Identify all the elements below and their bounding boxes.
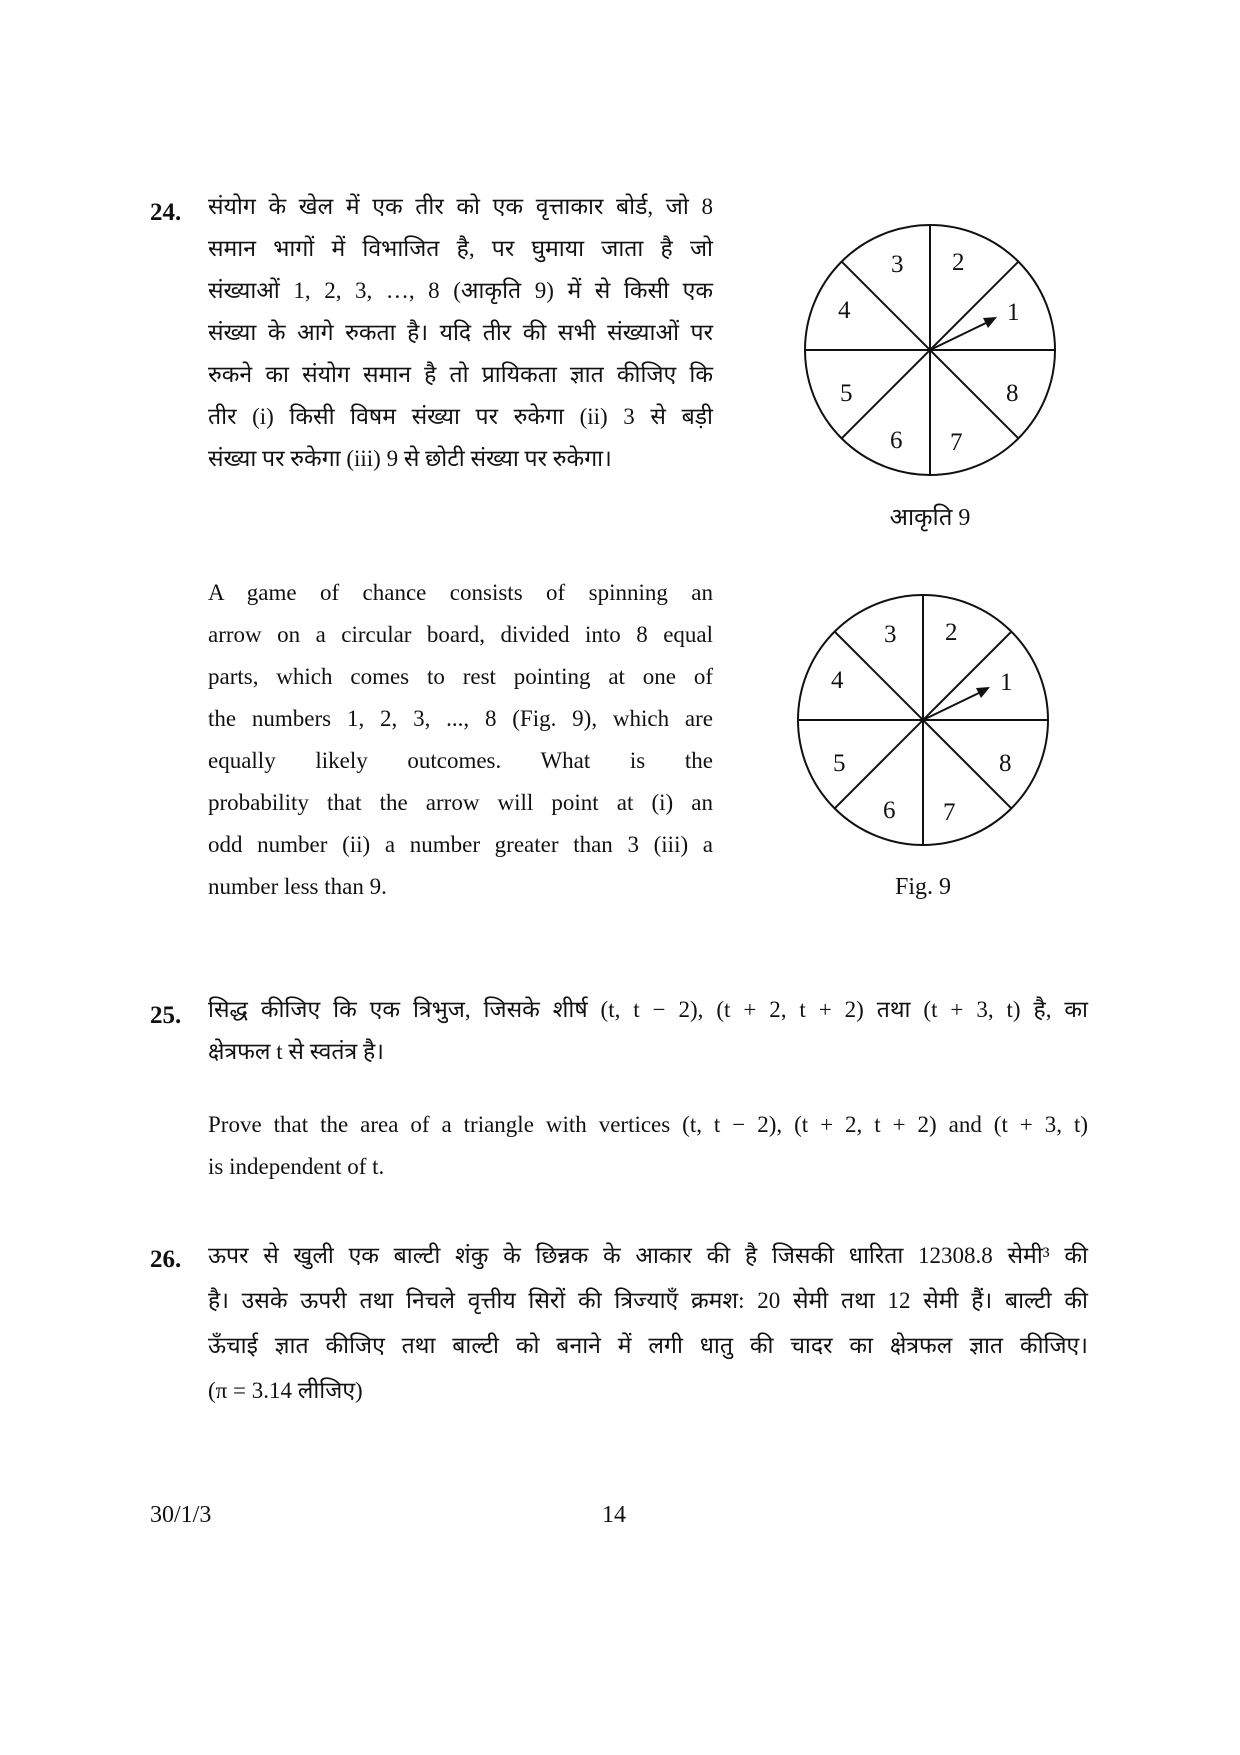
q24-hindi-line: संख्याओं 1, 2, 3, …, 8 (आकृति 9) में से किसी एक xyxy=(208,278,713,303)
sector-label-3: 3 xyxy=(884,621,897,648)
sector-label-6: 6 xyxy=(890,427,903,454)
q24-english-line: number less than 9. xyxy=(208,874,387,899)
english-figure-caption: Fig. 9 xyxy=(894,874,951,900)
hindi-figure-caption: आकृति 9 xyxy=(889,505,971,531)
q25-hindi-line: क्षेत्रफल t से स्वतंत्र है। xyxy=(208,1039,384,1064)
sector-label-6: 6 xyxy=(883,797,896,824)
question-24-english-text xyxy=(208,572,713,908)
question-26-number: 26. xyxy=(150,1246,182,1273)
english-spinner-figure xyxy=(793,590,1053,855)
sector-label-7: 7 xyxy=(950,429,963,456)
question-25-hindi-text xyxy=(208,989,1088,1073)
q24-english-line: arrow on a circular board, divided into 8 equal xyxy=(208,622,713,647)
sector-label-8: 8 xyxy=(999,750,1012,777)
sector-label-3: 3 xyxy=(891,251,904,278)
q24-hindi-line: समान भागों में विभाजित है, पर घुमाया जाता है जो xyxy=(208,236,713,261)
paper-code: 30/1/3 xyxy=(150,1502,212,1528)
q26-hindi-line: है। उसके ऊपरी तथा निचले वृत्तीय सिरों की त्रिज्याएँ क्रमश: 20 सेमी तथा 12 सेमी हैं। बाल्टी की xyxy=(208,1288,1088,1313)
sector-label-4: 4 xyxy=(838,297,851,324)
sector-label-5: 5 xyxy=(840,380,853,407)
q26-hindi-line: ऊपर से खुली एक बाल्टी शंकु के छिन्नक के आकार की है जिसकी धारिता 12308.8 सेमी³ की xyxy=(208,1243,1088,1268)
sector-label-2: 2 xyxy=(945,619,958,646)
sector-label-5: 5 xyxy=(833,750,846,777)
hindi-spinner-figure xyxy=(800,220,1060,485)
q25-english-line: is independent of t. xyxy=(208,1154,385,1179)
q24-english-line: A game of chance consists of spinning an xyxy=(208,580,713,605)
q24-english-line: parts, which comes to rest pointing at one of xyxy=(208,664,713,689)
sector-label-7: 7 xyxy=(943,799,956,826)
question-24-number: 24. xyxy=(150,199,182,226)
q26-hindi-line: (π = 3.14 लीजिए) xyxy=(208,1378,363,1403)
question-24-hindi-text xyxy=(208,186,713,480)
spinner-wheel-english xyxy=(793,590,1053,850)
q26-hindi-line: ऊँचाई ज्ञात कीजिए तथा बाल्टी को बनाने में लगी धातु की चादर का क्षेत्रफल ज्ञात कीजिए। xyxy=(208,1333,1088,1358)
q24-english-line: the numbers 1, 2, 3, ..., 8 (Fig. 9), which are xyxy=(208,706,713,731)
q24-hindi-line: संख्या के आगे रुकता है। यदि तीर की सभी संख्याओं पर xyxy=(208,320,713,345)
q24-hindi-line: संयोग के खेल में एक तीर को एक वृत्ताकार बोर्ड, जो 8 xyxy=(208,194,713,219)
sector-label-4: 4 xyxy=(831,667,844,694)
q24-hindi-line: तीर (i) किसी विषम संख्या पर रुकेगा (ii) 3 से बड़ी xyxy=(208,404,713,429)
q25-english-line: Prove that the area of a triangle with vertices (t, t − 2), (t + 2, t + 2) and (t + 3, t) xyxy=(208,1112,1088,1137)
sector-label-1: 1 xyxy=(1007,299,1020,326)
sector-label-8: 8 xyxy=(1006,380,1019,407)
question-25-number: 25. xyxy=(150,1002,182,1029)
question-25-english-text xyxy=(208,1104,1088,1188)
spinner-wheel-hindi xyxy=(800,220,1060,480)
page-number: 14 xyxy=(602,1502,626,1528)
q24-hindi-line: रुकने का संयोग समान है तो प्रायिकता ज्ञात कीजिए कि xyxy=(208,362,713,387)
q24-hindi-line: संख्या पर रुकेगा (iii) 9 से छोटी संख्या पर रुकेगा। xyxy=(208,446,612,471)
question-26-hindi-text xyxy=(208,1233,1088,1413)
q25-hindi-line: सिद्ध कीजिए कि एक त्रिभुज, जिसके शीर्ष (t, t − 2), (t + 2, t + 2) तथा (t + 3, t) है, का xyxy=(208,997,1088,1022)
q24-english-line: equally likely outcomes. What is the xyxy=(208,748,713,773)
sector-label-2: 2 xyxy=(952,249,965,276)
q24-english-line: odd number (ii) a number greater than 3 (iii) a xyxy=(208,832,713,857)
q24-english-line: probability that the arrow will point at (i) an xyxy=(208,790,713,815)
sector-label-1: 1 xyxy=(1000,669,1013,696)
